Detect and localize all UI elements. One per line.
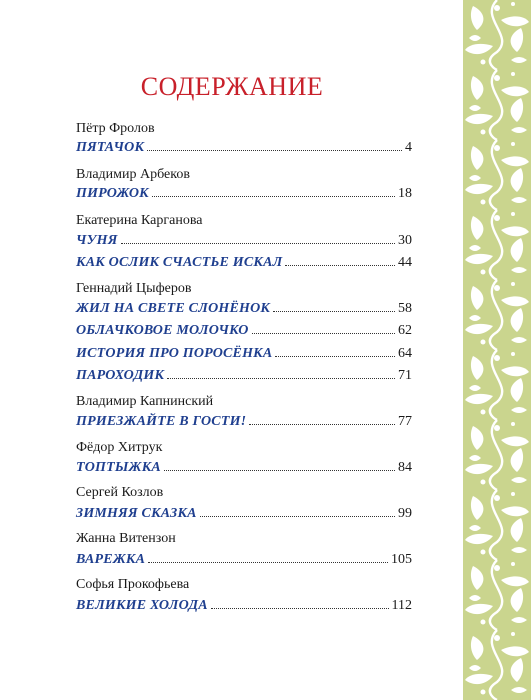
toc-entry[interactable] — [76, 366, 412, 384]
page-number: 44 — [398, 255, 412, 270]
page-number: 71 — [398, 368, 412, 383]
toc-entry[interactable] — [76, 504, 412, 522]
dot-leader — [249, 412, 395, 425]
page-number: 58 — [398, 301, 412, 316]
story-title: ВЕЛИКИЕ ХОЛОДА — [76, 598, 208, 613]
dot-leader — [285, 253, 395, 266]
author-name: Геннадий Цыферов — [76, 281, 192, 296]
author-name: Сергей Козлов — [76, 485, 164, 500]
story-title: ТОПТЫЖКА — [76, 460, 161, 475]
story-title: ЧУНЯ — [76, 233, 118, 248]
story-title: ЗИМНЯЯ СКАЗКА — [76, 506, 197, 521]
toc-entry[interactable] — [76, 550, 412, 568]
story-title: КАК ОСЛИК СЧАСТЬЕ ИСКАЛ — [76, 255, 283, 270]
toc-entry[interactable] — [76, 596, 412, 614]
author-name: Софья Прокофьева — [76, 577, 190, 592]
toc-entry[interactable] — [76, 231, 412, 249]
story-title: ПИРОЖОК — [76, 186, 149, 201]
dot-leader — [200, 504, 395, 517]
story-title: ЖИЛ НА СВЕТЕ СЛОНЁНОК — [76, 301, 271, 316]
author-name: Пётр Фролов — [76, 121, 155, 136]
author-name: Фёдор Хитрук — [76, 440, 163, 455]
toc-entry[interactable] — [76, 412, 412, 430]
dot-leader — [121, 231, 395, 244]
dot-leader — [147, 138, 402, 151]
page-title: СОДЕРЖАНИЕ — [140, 72, 324, 101]
page-number: 18 — [398, 186, 412, 201]
toc-entry[interactable] — [76, 253, 412, 271]
page-number: 62 — [398, 323, 412, 338]
author-name: Владимир Капнинский — [76, 394, 214, 409]
toc-entry[interactable] — [76, 138, 412, 156]
author-name: Екатерина Карганова — [76, 213, 203, 228]
page-number: 105 — [391, 552, 412, 567]
author-name: Жанна Витензон — [76, 531, 176, 546]
author-name: Владимир Арбеков — [76, 167, 190, 182]
page-number: 4 — [405, 140, 412, 155]
page-number: 99 — [398, 506, 412, 521]
toc-entry[interactable] — [76, 344, 412, 362]
dot-leader — [164, 458, 395, 471]
story-title: ПЯТАЧОК — [76, 140, 145, 155]
dot-leader — [148, 550, 388, 563]
story-title: ПРИЕЗЖАЙТЕ В ГОСТИ! — [76, 414, 247, 429]
story-title: ОБЛАЧКОВОЕ МОЛОЧКО — [76, 323, 249, 338]
dot-leader — [211, 596, 389, 609]
toc-entry[interactable] — [76, 299, 412, 317]
floral-ornament-border — [463, 0, 531, 700]
dot-leader — [273, 299, 395, 312]
page-number: 84 — [398, 460, 412, 475]
toc-entry[interactable] — [76, 184, 412, 202]
page-number: 30 — [398, 233, 412, 248]
dot-leader — [167, 366, 395, 379]
page-number: 77 — [398, 414, 412, 429]
dot-leader — [275, 344, 395, 357]
page-number: 112 — [391, 598, 412, 613]
story-title: ВАРЕЖКА — [76, 552, 146, 567]
story-title: ПАРОХОДИК — [76, 368, 165, 383]
dot-leader — [252, 321, 395, 334]
toc-entry[interactable] — [76, 321, 412, 339]
dot-leader — [152, 184, 395, 197]
story-title: ИСТОРИЯ ПРО ПОРОСЁНКА — [76, 346, 273, 361]
toc-entry[interactable] — [76, 458, 412, 476]
page-number: 64 — [398, 346, 412, 361]
